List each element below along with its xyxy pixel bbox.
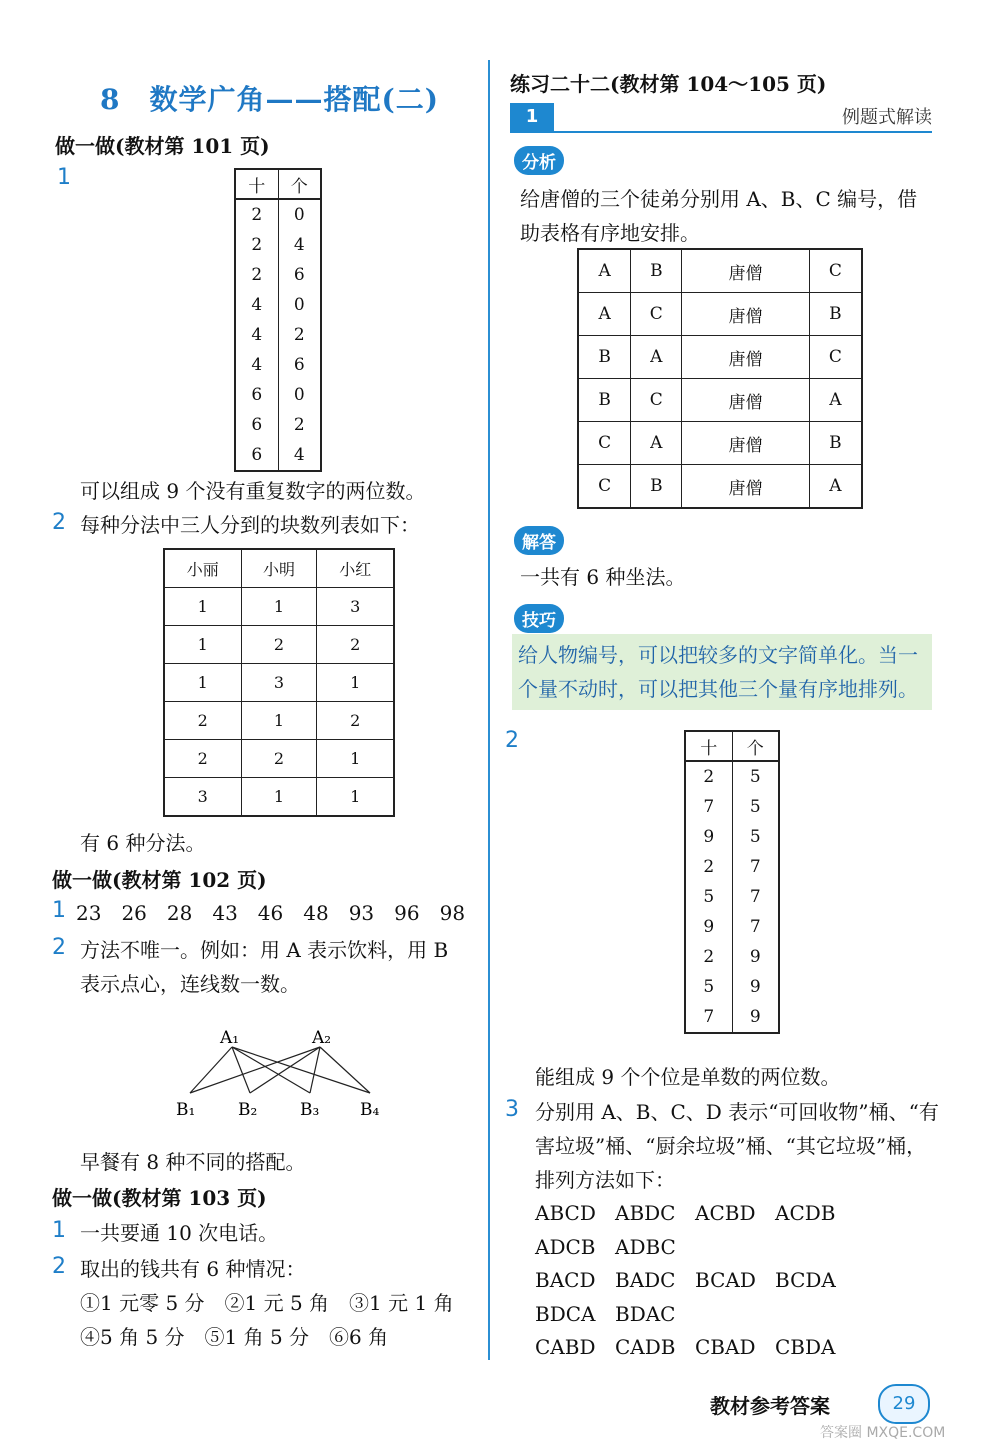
tip-text: 给人物编号，可以把较多的文字简单化。当一 [518, 643, 918, 667]
cell: 5 [685, 972, 732, 1002]
permutation: ACDB [775, 1201, 836, 1225]
page-number-badge [878, 1384, 930, 1424]
cell: B [809, 293, 862, 336]
permutation: BCAD [695, 1268, 756, 1292]
cell: 5 [732, 792, 779, 822]
matching-diagram [170, 1025, 430, 1125]
cell: 1 [164, 588, 241, 626]
cell: 2 [235, 230, 278, 260]
answer-text: 早餐有 8 种不同的搭配。 [80, 1150, 306, 1174]
page-title: 8 数学广角——搭配(二) [100, 83, 439, 116]
answer-text: ④5 角 5 分 ⑤1 角 5 分 ⑥6 角 [80, 1325, 389, 1349]
header-cell: 个 [278, 169, 321, 199]
cell: 2 [164, 740, 241, 778]
question-number: 3 [505, 1097, 519, 1122]
cell: 4 [235, 290, 278, 320]
cell: C [578, 465, 631, 509]
permutation: ACBD [695, 1201, 756, 1225]
cell: C [809, 249, 862, 293]
cell: 唐僧 [682, 379, 809, 422]
answer-text: 取出的钱共有 6 种情况： [80, 1257, 306, 1281]
cell: 唐僧 [682, 249, 809, 293]
cell: 2 [235, 199, 278, 230]
cell: 4 [235, 320, 278, 350]
cell: 2 [685, 942, 732, 972]
table-seating [577, 248, 863, 509]
header-cell: 十 [685, 731, 732, 761]
cell: 9 [732, 942, 779, 972]
question-text: 每种分法中三人分到的块数列表如下： [80, 513, 420, 537]
cell: 9 [685, 822, 732, 852]
cell: 7 [685, 1002, 732, 1033]
node-b2: B₂ [238, 1100, 258, 1120]
question-text: 害垃圾”桶、“厨余垃圾”桶、“其它垃圾”桶， [535, 1134, 927, 1158]
table-split-pieces [163, 548, 395, 817]
node-a1: A₁ [220, 1028, 240, 1048]
cell: 1 [164, 664, 241, 702]
perm-row [535, 1231, 935, 1265]
cell: 1 [241, 778, 317, 817]
question-text: 排列方法如下： [535, 1168, 675, 1192]
question-text: 表示点心，连线数一数。 [80, 972, 300, 996]
cell: 2 [278, 320, 321, 350]
cell: 2 [241, 626, 317, 664]
analysis-text: 给唐僧的三个徒弟分别用 A、B、C 编号，借 [520, 187, 918, 211]
answer-text: 一共有 6 种坐法。 [520, 565, 686, 589]
cell: 5 [732, 822, 779, 852]
cell: 2 [241, 740, 317, 778]
permutation: BDAC [615, 1301, 676, 1326]
question-number: 1 [52, 898, 66, 923]
section-heading-101: 做一做(教材第 101 页) [55, 134, 270, 158]
cell: 2 [164, 702, 241, 740]
cell: 唐僧 [682, 465, 809, 509]
cell: 2 [278, 410, 321, 440]
tip-text: 个量不动时，可以把其他三个量有序地排列。 [518, 677, 918, 701]
analysis-text: 助表格有序地安排。 [520, 221, 700, 245]
header-cell: 十 [235, 169, 278, 199]
permutation: BDCA [535, 1301, 596, 1326]
perm-row [535, 1331, 935, 1365]
cell: A [578, 249, 631, 293]
cell: A [578, 293, 631, 336]
table-tens-ones-2 [684, 730, 780, 1034]
exercise-number-badge [510, 103, 554, 131]
cell: 4 [278, 440, 321, 471]
question-number: 1 [57, 165, 71, 190]
cell: 0 [278, 380, 321, 410]
question-number: 2 [52, 935, 66, 960]
cell: 唐僧 [682, 422, 809, 465]
cell: 6 [278, 350, 321, 380]
question-number: 2 [505, 728, 519, 753]
cell: 0 [278, 199, 321, 230]
cell: B [809, 422, 862, 465]
perm-row [535, 1264, 935, 1298]
cell: 6 [278, 260, 321, 290]
node-b1: B₁ [176, 1100, 196, 1120]
section-heading-103: 做一做(教材第 103 页) [52, 1186, 267, 1210]
cell: 0 [278, 290, 321, 320]
answer-text: 能组成 9 个个位是单数的两位数。 [535, 1065, 841, 1089]
cell: 唐僧 [682, 293, 809, 336]
header-cell: 小丽 [164, 549, 241, 588]
cell: 1 [164, 626, 241, 664]
cell: 9 [732, 1002, 779, 1033]
answer-text: 一共要通 10 次电话。 [80, 1221, 279, 1245]
example-bar [510, 103, 932, 133]
question-number: 1 [52, 1218, 66, 1243]
cell: 1 [317, 740, 394, 778]
permutation: BCDA [775, 1268, 836, 1292]
column-divider [488, 60, 490, 1360]
analysis-badge: 分析 [514, 146, 564, 175]
exercise-number: 1 [525, 106, 539, 127]
cell: 3 [317, 588, 394, 626]
cell: 2 [317, 626, 394, 664]
cell: C [631, 293, 682, 336]
cell: 1 [317, 664, 394, 702]
page-number: 29 [892, 1393, 916, 1414]
permutation: BACD [535, 1268, 596, 1292]
cell: 7 [732, 912, 779, 942]
cell: 4 [235, 350, 278, 380]
footer-label: 教材参考答案 [710, 1394, 830, 1418]
header-cell: 小红 [317, 549, 394, 588]
cell: B [631, 249, 682, 293]
cell: 2 [685, 761, 732, 792]
answer-badge: 解答 [514, 526, 564, 555]
cell: 唐僧 [682, 336, 809, 379]
cell: 1 [241, 702, 317, 740]
cell: 5 [685, 882, 732, 912]
exercise-heading: 练习二十二(教材第 104～105 页) [510, 72, 827, 96]
answer-text: 有 6 种分法。 [80, 831, 206, 855]
question-number: 2 [52, 510, 66, 535]
cell: 2 [317, 702, 394, 740]
cell: 9 [732, 972, 779, 1002]
cell: A [809, 379, 862, 422]
header-cell: 个 [732, 731, 779, 761]
cell: 5 [732, 761, 779, 792]
permutation-list [535, 1197, 935, 1365]
watermark: 答案圈 MXQE.COM [820, 1425, 946, 1441]
permutation: ABDC [615, 1201, 676, 1225]
cell: 7 [685, 792, 732, 822]
example-tag: 例题式解读 [842, 107, 932, 128]
cell: 1 [241, 588, 317, 626]
section-heading-102: 做一做(教材第 102 页) [52, 868, 267, 892]
cell: A [631, 336, 682, 379]
cell: 4 [278, 230, 321, 260]
cell: C [631, 379, 682, 422]
cell: 9 [685, 912, 732, 942]
node-b3: B₃ [300, 1100, 320, 1120]
permutation: CBAD [695, 1335, 756, 1359]
cell: 3 [241, 664, 317, 702]
permutation: CBDA [775, 1335, 836, 1359]
cell: A [631, 422, 682, 465]
cell: 6 [235, 380, 278, 410]
table-tens-ones-1 [234, 168, 322, 472]
node-a2: A₂ [312, 1028, 332, 1048]
node-b4: B₄ [360, 1100, 380, 1120]
answer-text: 23 26 28 43 46 48 93 96 98 [76, 901, 466, 925]
header-cell: 小明 [241, 549, 317, 588]
question-text: 分别用 A、B、C、D 表示“可回收物”桶、“有 [535, 1100, 939, 1124]
permutation: ADBC [615, 1234, 676, 1259]
permutation: CADB [615, 1335, 676, 1359]
question-number: 2 [52, 1254, 66, 1279]
question-text: 方法不唯一。例如：用 A 表示饮料，用 B [80, 938, 449, 962]
cell: C [578, 422, 631, 465]
answer-text: ①1 元零 5 分 ②1 元 5 角 ③1 元 1 角 [80, 1291, 454, 1315]
permutation: BADC [615, 1268, 676, 1292]
cell: A [809, 465, 862, 509]
cell: B [578, 379, 631, 422]
cell: B [631, 465, 682, 509]
permutation: ADCB [535, 1234, 596, 1259]
cell: 6 [235, 440, 278, 471]
cell: 7 [732, 852, 779, 882]
cell: 6 [235, 410, 278, 440]
perm-row [535, 1197, 935, 1231]
cell: 7 [732, 882, 779, 912]
perm-row [535, 1298, 935, 1332]
tip-badge: 技巧 [514, 604, 564, 633]
cell: 2 [685, 852, 732, 882]
permutation: ABCD [535, 1201, 596, 1225]
cell: C [809, 336, 862, 379]
cell: 3 [164, 778, 241, 817]
permutation: CABD [535, 1335, 596, 1359]
answer-text: 可以组成 9 个没有重复数字的两位数。 [80, 479, 426, 503]
cell: 2 [235, 260, 278, 290]
cell: B [578, 336, 631, 379]
cell: 1 [317, 778, 394, 817]
